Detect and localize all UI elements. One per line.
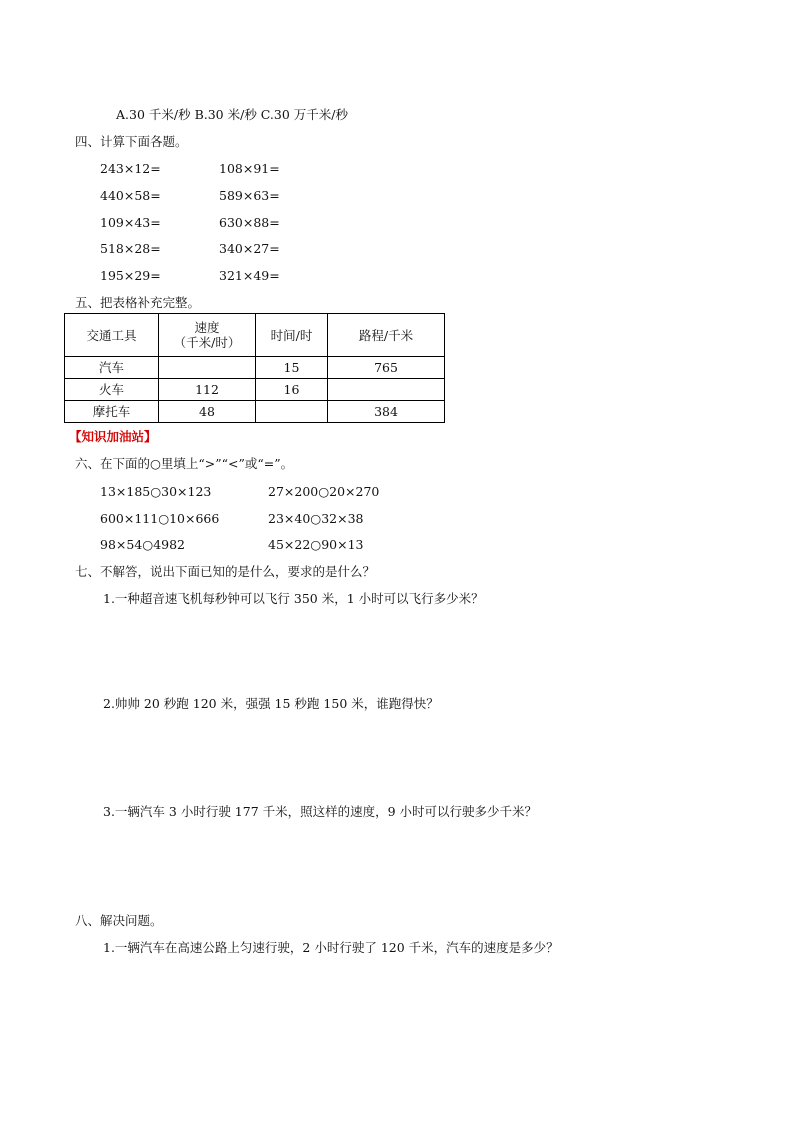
speed-table (64, 313, 445, 423)
calc-item: 321×49= (219, 268, 280, 283)
compare-item: 600×111○10×666 (100, 511, 220, 526)
cell-distance: 384 (328, 401, 445, 423)
header-time: 时间/时 (256, 314, 328, 357)
calc-item: 630×88= (219, 215, 280, 230)
calc-item: 340×27= (219, 241, 280, 256)
table-row (65, 357, 445, 379)
compare-item: 13×185○30×123 (100, 484, 212, 499)
section7-question-1: 1.一种超音速飞机每秒钟可以飞行 350 米，1 小时可以飞行多少米？ (103, 591, 484, 606)
section6-title: 六、在下面的○里填上“>”“<”或“=”。 (75, 456, 294, 471)
section4-title: 四、计算下面各题。 (75, 134, 188, 149)
table-header-row (65, 314, 445, 357)
calc-item: 243×12= (100, 161, 161, 176)
calc-item: 195×29= (100, 268, 161, 283)
section8-title: 八、解决问题。 (75, 913, 163, 928)
compare-item: 27×200○20×270 (268, 484, 380, 499)
cell-vehicle: 摩托车 (65, 401, 159, 423)
cell-vehicle: 火车 (65, 379, 159, 401)
header-speed-unit: （千米/时） (173, 335, 241, 350)
calc-item: 589×63= (219, 188, 280, 203)
section5-title: 五、把表格补充完整。 (75, 295, 201, 310)
calc-item: 109×43= (100, 215, 161, 230)
header-distance: 路程/千米 (328, 314, 445, 357)
cell-speed: 48 (159, 401, 256, 423)
q3-options: A.30 千米/秒 B.30 米/秒 C.30 万千米/秒 (116, 107, 348, 122)
table-row (65, 379, 445, 401)
cell-time: 15 (256, 357, 328, 379)
cell-distance: 765 (328, 357, 445, 379)
calc-item: 518×28= (100, 241, 161, 256)
cell-time: 16 (256, 379, 328, 401)
compare-item: 98×54○4982 (100, 537, 186, 552)
section7-question-3: 3.一辆汽车 3 小时行驶 177 千米，照这样的速度，9 小时可以行驶多少千米？ (103, 804, 538, 819)
compare-item: 23×40○32×38 (268, 511, 364, 526)
cell-speed[interactable] (159, 357, 256, 379)
compare-item: 45×22○90×13 (268, 537, 364, 552)
cell-vehicle: 汽车 (65, 357, 159, 379)
header-speed (159, 314, 256, 357)
cell-distance[interactable] (328, 379, 445, 401)
calc-item: 440×58= (100, 188, 161, 203)
header-vehicle: 交通工具 (65, 314, 159, 357)
header-speed-label: 速度 (194, 320, 220, 335)
section7-question-2: 2.帅帅 20 秒跑 120 米，强强 15 秒跑 150 米，谁跑得快？ (103, 696, 439, 711)
cell-time[interactable] (256, 401, 328, 423)
table-row (65, 401, 445, 423)
cell-speed: 112 (159, 379, 256, 401)
knowledge-heading: 【知识加油站】 (69, 429, 157, 444)
section8-question-1: 1.一辆汽车在高速公路上匀速行驶，2 小时行驶了 120 千米，汽车的速度是多少？ (103, 940, 559, 955)
section7-title: 七、不解答，说出下面已知的是什么，要求的是什么？ (75, 564, 376, 579)
calc-item: 108×91= (219, 161, 280, 176)
